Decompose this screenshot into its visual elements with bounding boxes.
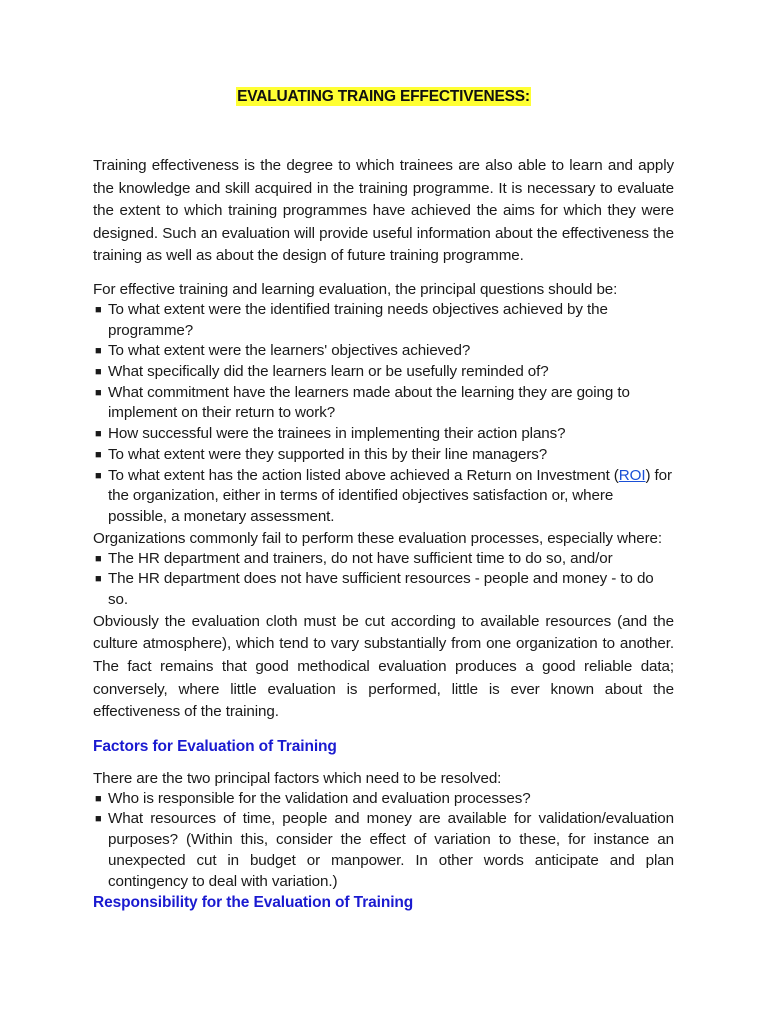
list-item: ■ What commitment have the learners made about the learning they are going to implement on their return to work? xyxy=(95,383,630,422)
factors-list xyxy=(93,789,674,893)
list-item: ■ The HR department does not have sufficient resources - people and money - to do so. xyxy=(95,570,654,609)
bullet-icon: ■ xyxy=(95,469,102,482)
bullet-icon: ■ xyxy=(95,303,102,316)
bullet-icon: ■ xyxy=(95,573,102,586)
responsibility-heading: Responsibility for the Evaluation of Training xyxy=(93,894,414,912)
bullet-icon: ■ xyxy=(95,366,102,379)
failures-list xyxy=(93,549,674,611)
cloth-paragraph: Obviously the evaluation cloth must be cut according to available resources (and the culture atmosphere), which tend to vary substantially from one organization to another. The fact remains that good methodical evaluation produces a good reliable data; conversely, where little evaluation is performed, little is ever known about the effectiveness of the training. xyxy=(93,612,674,721)
list-item: ■ Who is responsible for the validation and evaluation processes? xyxy=(93,789,674,810)
list-item: ■ The HR department and trainers, do not have sufficient time to do so, and/or xyxy=(93,549,674,570)
bullet-icon: ■ xyxy=(95,792,102,805)
list-item: ■ How successful were the trainees in implementing their action plans? xyxy=(93,424,674,445)
document-title: EVALUATING TRAING EFFECTIVENESS: xyxy=(237,88,530,105)
failures-lead: Organizations commonly fail to perform these evaluation processes, especially where: xyxy=(93,529,663,547)
bullet-icon: ■ xyxy=(95,386,102,399)
bullet-icon: ■ xyxy=(95,552,102,565)
questions-lead: For effective training and learning evaluation, the principal questions should be: xyxy=(93,280,618,298)
factors-heading: Factors for Evaluation of Training xyxy=(93,737,337,755)
title-block xyxy=(93,86,674,108)
list-item: ■ What specifically did the learners learn or be usefully reminded of? xyxy=(93,362,674,383)
roi-link[interactable]: ROI xyxy=(618,466,646,484)
document-page xyxy=(93,86,674,914)
spacer xyxy=(93,724,674,736)
list-item: ■ To what extent were they supported in this by their line managers? xyxy=(93,445,674,466)
factors-lead: There are the two principal factors which need to be resolved: xyxy=(93,769,502,787)
bullet-icon: ■ xyxy=(95,428,102,441)
bullet-icon: ■ xyxy=(95,345,102,358)
spacer xyxy=(93,758,674,768)
list-item: ■ To what extent were the identified training needs objectives achieved by the programme? xyxy=(95,300,608,339)
bullet-icon: ■ xyxy=(95,813,102,826)
intro-paragraph: Training effectiveness is the degree to which trainees are also able to learn and apply the knowledge and skill acquired in the training programme. It is necessary to evaluate the extent to which training programmes have achieved the aims for which they were designed. Such an evaluation will provide useful information about the effectiveness the training as well as about the design of future training programme. xyxy=(93,157,674,265)
questions-list xyxy=(93,300,674,528)
bullet-icon: ■ xyxy=(95,448,102,461)
list-item: ■ What resources of time, people and money are available for validation/evaluation purposes? (Within this, consider the effect of variation to these, for instance an unexpected cut in budget or manpower. In other words anticipate and plan contingency to deal with variation.) xyxy=(95,810,674,890)
list-item: ■ To what extent were the learners' objectives achieved? xyxy=(93,341,674,362)
list-item-roi: ■ To what extent has the action listed above achieved a Return on Investment (ROI) for the organization, either in terms of identified objectives satisfaction or, where possible, a monetary assessment. xyxy=(95,466,672,525)
